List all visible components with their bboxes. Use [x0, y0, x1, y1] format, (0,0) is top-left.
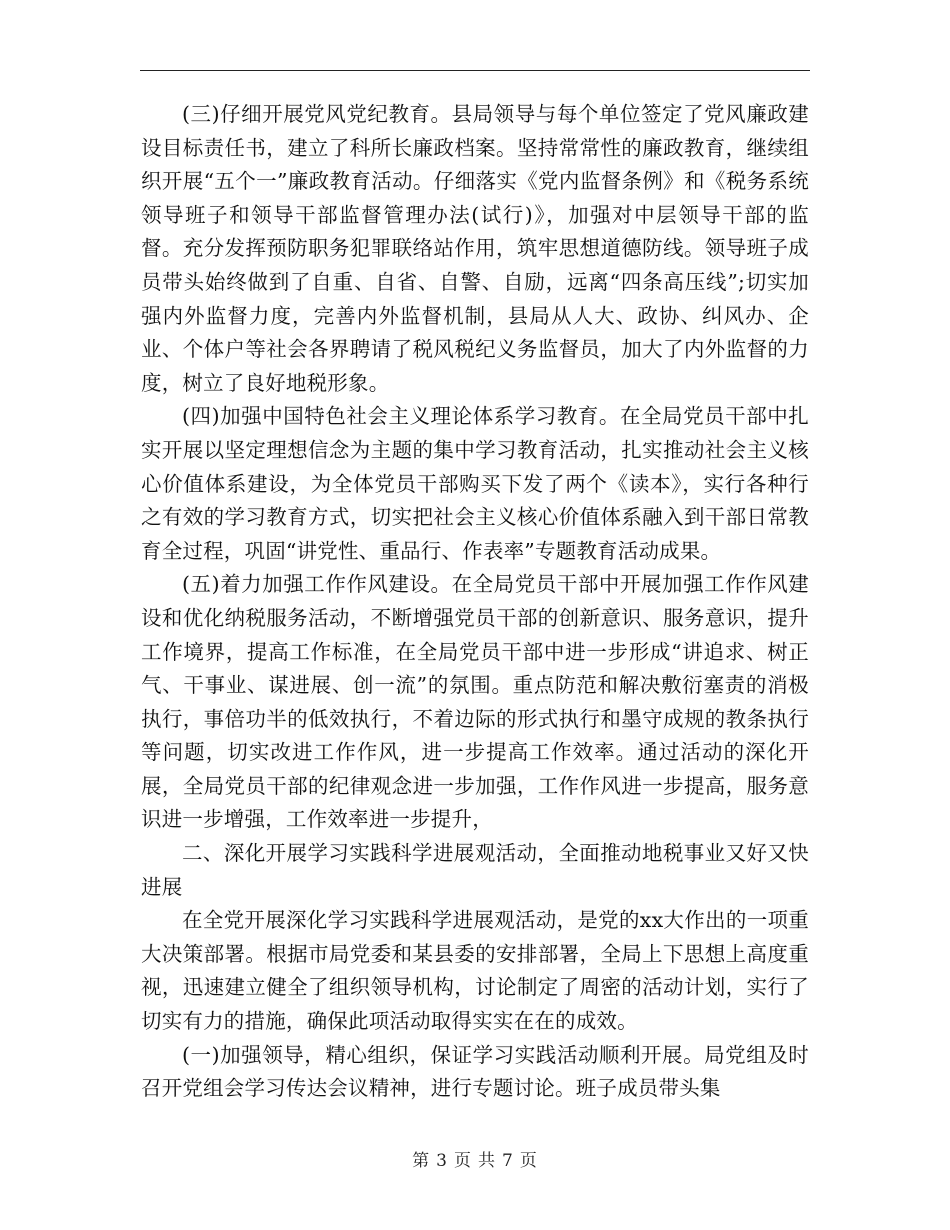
paragraph-theory-study-education: (四)加强中国特色社会主义理论体系学习教育。在全局党员干部中扎实开展以坚定理想信念为主题的集中学习教育活动，扎实推动社会主义核心价值体系建设，为全体党员干部购买下发了两个《读本》，实行各种行之有效的学习教育方式，切实把社会主义核心价值体系融入到干部日常教育全过程，巩固“讲党性、重品行、作表率”专题教育活动成果。 — [141, 404, 809, 563]
page-label-suffix: 页 — [519, 1151, 538, 1171]
paragraph-work-style-building: (五)着力加强工作作风建设。在全局党员干部中开展加强工作作风建设和优化纳税服务活动，不断增强党员干部的创新意识、服务意识，提升工作境界，提高工作标准，在全局党员干部中进一步形成“讲追求、树正气、干事业、谋进展、创一流”的氛围。重点防范和解决敷衍塞责的消极执行，事倍功半的低效执行，不着边际的形式执行和墨守成规的教条执行等问题，切实改进工作作风，进一步提高工作效率。通过活动的深化开展，全局党员干部的纪律观念进一步加强，工作作风进一步提高，服务意识进一步增强，工作效率进一步提升， — [141, 572, 809, 832]
page-label-prefix: 第 — [412, 1151, 431, 1171]
current-page-number: 3 — [436, 1151, 448, 1171]
total-label: 共 — [478, 1151, 496, 1171]
page-number-footer — [0, 1146, 950, 1171]
document-body — [141, 98, 809, 1106]
section-heading-two: 二、深化开展学习实践科学进展观活动，全面推动地税事业又好又快进展 — [141, 841, 809, 899]
header-divider — [140, 70, 810, 71]
total-pages-number: 7 — [502, 1151, 514, 1171]
paragraph-practice-activity-intro: 在全党开展深化学习实践科学进展观活动，是党的xx大作出的一项重大决策部署。根据市局党委和某县委的安排部署，全局上下思想上高度重视，迅速建立健全了组织领导机构，讨论制定了周密的活动计划，实行了切实有力的措施，确保此项活动取得实实在在的成效。 — [141, 908, 809, 1034]
paragraph-leadership-organization: (一)加强领导，精心组织，保证学习实践活动顺利开展。局党组及时召开党组会学习传达会议精神，进行专题讨论。班子成员带头集 — [141, 1042, 809, 1101]
page-label-mid: 页 — [454, 1151, 472, 1171]
paragraph-party-discipline-education: (三)仔细开展党风党纪教育。县局领导与每个单位签定了党风廉政建设目标责任书，建立了科所长廉政档案。坚持常常性的廉政教育，继续组织开展“五个一”廉政教育活动。仔细落实《党内监督条例》和《税务系统领导班子和领导干部监督管理办法(试行)》，加强对中层领导干部的监督。充分发挥预防职务犯罪联络站作用，筑牢思想道德防线。领导班子成员带头始终做到了自重、自省、自警、自励，远离“四条高压线”;切实加强内外监督力度，完善内外监督机制，县局从人大、政协、纠风办、企业、个体户等社会各界聘请了税风税纪义务监督员，加大了内外监督的力度，树立了良好地税形象。 — [141, 102, 809, 395]
